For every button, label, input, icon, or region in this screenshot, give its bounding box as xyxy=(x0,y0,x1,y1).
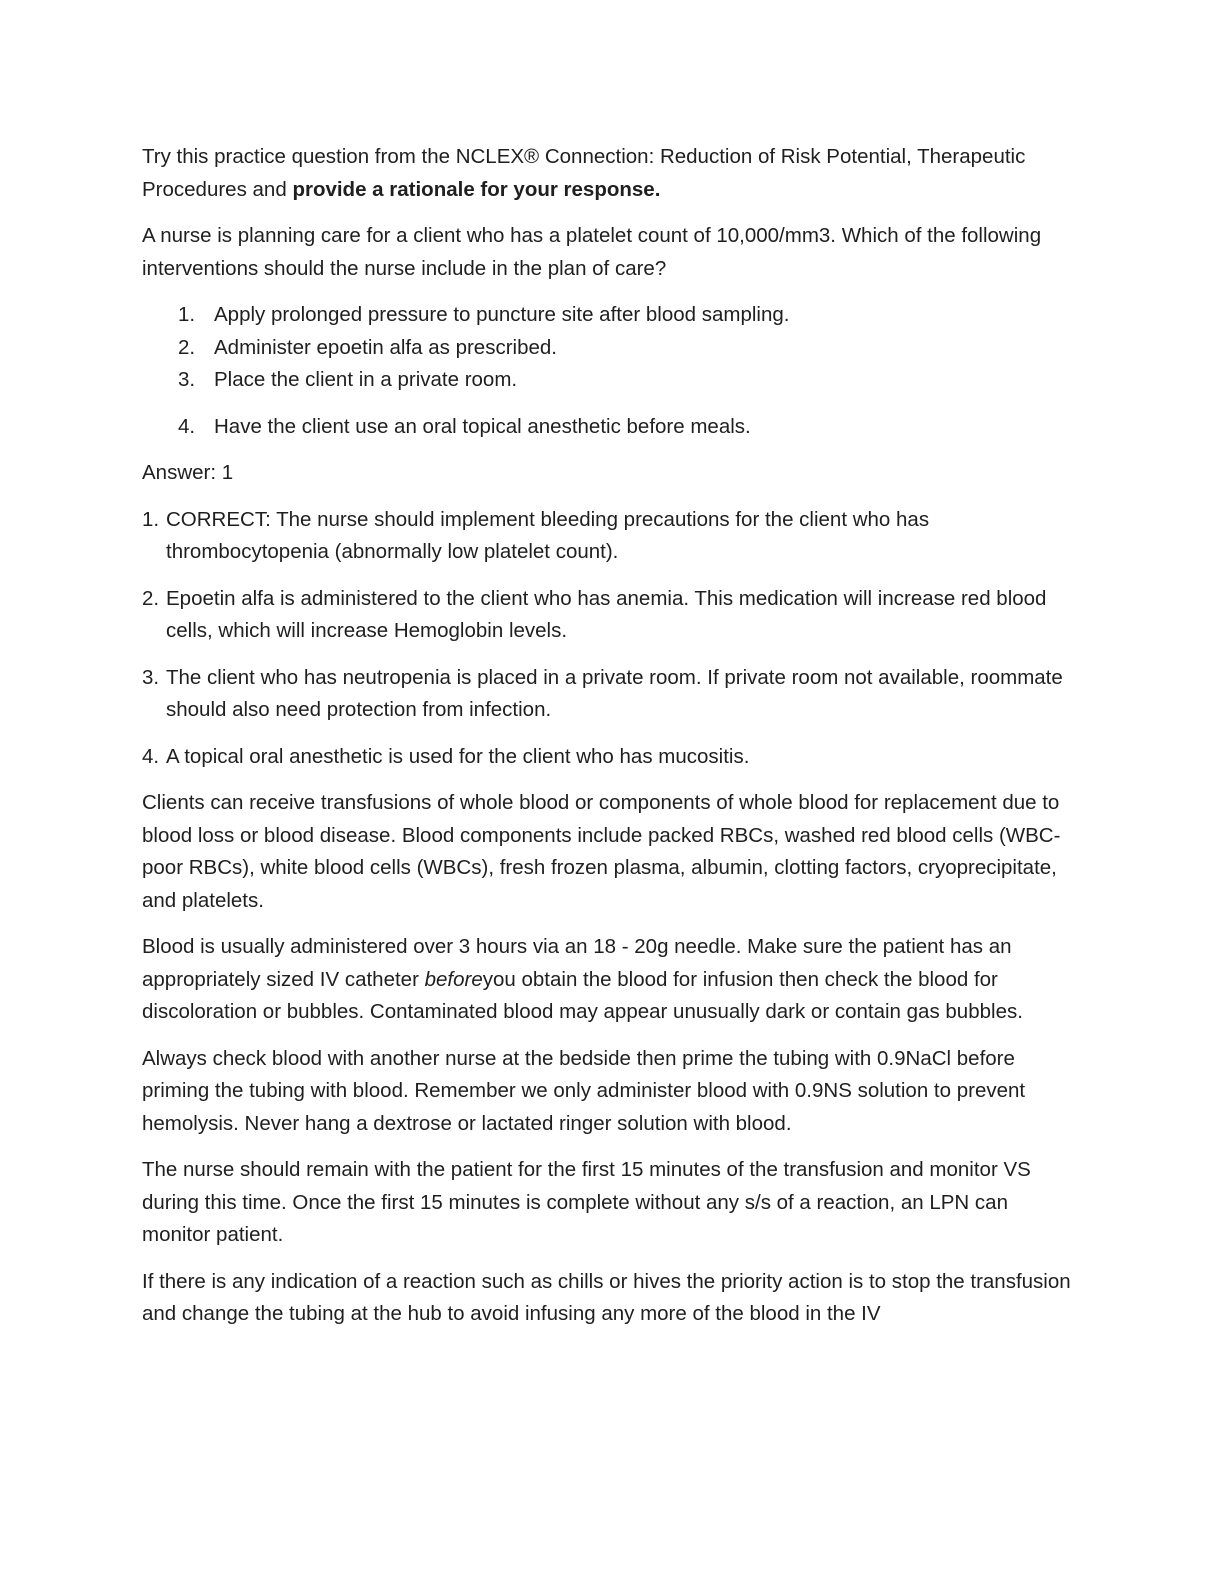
rationale-item xyxy=(142,583,1082,648)
administration-paragraph xyxy=(142,931,1082,1029)
choice-number: 4. xyxy=(178,414,196,438)
document-page xyxy=(142,141,1082,1345)
rationale-item xyxy=(142,504,1082,569)
rationale-item xyxy=(142,662,1082,727)
rationale-number: 4. xyxy=(142,744,160,768)
choice-text: Apply prolonged pressure to puncture site after blood sampling. xyxy=(214,303,790,326)
reaction-paragraph: If there is any indication of a reaction such as chills or hives the priority action is to stop the transfusion and change the tubing at the hub to avoid infusing any more of the blood in the IV xyxy=(142,1269,1071,1325)
rationale-text: The client who has neutropenia is placed in a private room. If private room not available, roommate should also need protection from infection. xyxy=(166,665,1063,721)
question-text: A nurse is planning care for a client who has a platelet count of 10,000/mm3. Which of the following interventions should the nurse include in the plan of care? xyxy=(142,224,1042,280)
choice-number: 1. xyxy=(178,303,196,326)
intro-paragraph xyxy=(142,141,1082,206)
choice-text: Place the client in a private room. xyxy=(214,368,518,391)
rationale-text: Epoetin alfa is administered to the client who has anemia. This medication will increase red blood cells, which will increase Hemoglobin levels. xyxy=(166,586,1047,642)
check-paragraph: Always check blood with another nurse at the bedside then prime the tubing with 0.9NaCl before priming the tubing with blood. Remember we only administer blood with 0.9NS solution to prevent hemolysis. Never hang a dextrose or lactated ringer solution with blood. xyxy=(142,1046,1026,1135)
choice-text: Administer epoetin alfa as prescribed. xyxy=(214,335,557,359)
rationale-text: A topical oral anesthetic is used for the client who has mucositis. xyxy=(166,744,750,768)
answer-choices xyxy=(142,299,1082,443)
choice-item xyxy=(142,299,1082,332)
choice-item xyxy=(142,364,1082,397)
choice-text: Have the client use an oral topical anesthetic before meals. xyxy=(214,414,751,438)
choice-number: 3. xyxy=(178,368,196,391)
rationale-item xyxy=(142,741,1082,774)
rationale-number: 3. xyxy=(142,665,160,689)
rationale-text: CORRECT: The nurse should implement bleeding precautions for the client who has thrombocytopenia (abnormally low platelet count). xyxy=(166,507,930,563)
intro-text: Try this practice question from the NCLEX® Connection: Reduction of Risk Potential, Therapeutic Procedures and xyxy=(142,145,1026,201)
rationale-number: 2. xyxy=(142,586,160,610)
choice-number: 2. xyxy=(178,335,196,359)
monitor-paragraph: The nurse should remain with the patient for the first 15 minutes of the transfusion and monitor VS during this time. Once the first 15 minutes is complete without any s/s of a reaction, an LPN can monitor patient. xyxy=(142,1158,1031,1246)
choice-item xyxy=(142,332,1082,365)
answer-line: Answer: 1 xyxy=(142,461,234,484)
rationale-number: 1. xyxy=(142,507,160,531)
intro-bold-text: provide a rationale for your response. xyxy=(292,177,661,201)
administration-italic-text: before xyxy=(424,967,483,991)
choice-item xyxy=(142,411,1082,444)
transfusions-paragraph: Clients can receive transfusions of whole blood or components of whole blood for replacement due to blood loss or blood disease. Blood components include packed RBCs, washed red blood cells (WBC- poor RBCs), white blood cells (WBCs), fresh frozen plasma, albumin, clotting factors, cryoprecipitate, and platelets. xyxy=(142,791,1061,912)
administration-text-before: Blood is usually administered over 3 hours via an 18 - 20g needle. Make sure the patient has an appropriately sized IV catheter xyxy=(142,935,1012,991)
administration-text-after: you obtain the blood for infusion then check the blood for discoloration or bubbles. Contaminated blood may appear unusually dark or contain gas bubbles. xyxy=(142,967,1023,1023)
